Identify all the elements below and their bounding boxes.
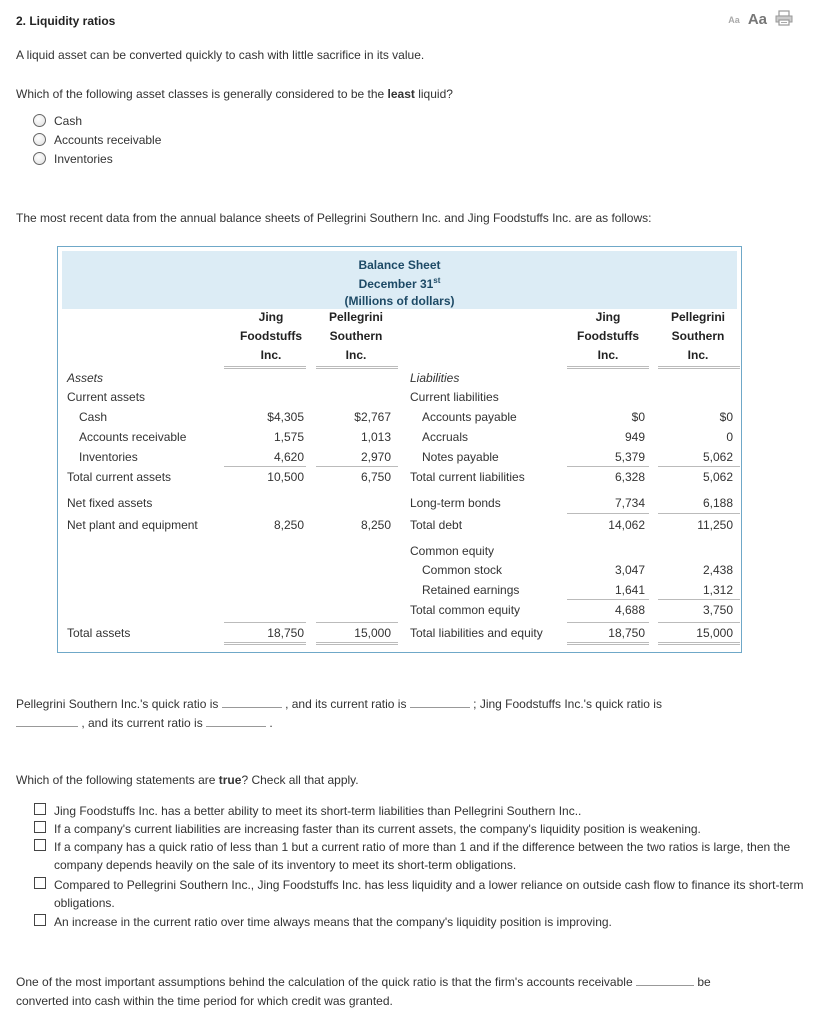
- checkbox-option-3[interactable]: If a company has a quick ratio of less than 1 but a current ratio of more than 1 and if the difference between the two ratios is large, then the company depends heavily on the sale of its inventory to meet its short-term obligations.: [34, 838, 804, 874]
- increase-font-button[interactable]: Aa: [747, 11, 767, 28]
- col-header-pell-right: Pellegrini Southern Inc.: [670, 310, 726, 362]
- balance-sheet: [57, 246, 742, 653]
- checkbox[interactable]: [34, 803, 46, 815]
- asset-jing-value: 4,620: [273, 450, 304, 464]
- asset-label: Accounts receivable: [79, 430, 187, 444]
- liability-jing-value: 18,750: [608, 626, 645, 640]
- col-header-jing-left: Jing Foodstuffs Inc.: [240, 310, 302, 362]
- asset-label: Net plant and equipment: [67, 518, 198, 532]
- asset-pell-value: 6,750: [360, 470, 391, 484]
- liability-pell-value: 2,438: [702, 563, 733, 577]
- question-3: One of the most important assumptions behind the calculation of the quick ratio is that the firm's accounts receivable be converted into cash within the time period for which credit was granted.: [16, 975, 711, 1008]
- liability-pell-value: 3,750: [702, 603, 733, 617]
- balance-sheet-date: December 31st: [358, 276, 441, 291]
- liability-label: Common stock: [422, 563, 503, 577]
- liability-label: Notes payable: [422, 450, 499, 464]
- liability-label: Common equity: [410, 544, 495, 558]
- asset-label: Total current assets: [67, 470, 172, 484]
- intro-text: A liquid asset can be converted quickly to cash with little sacrifice in its value.: [16, 48, 425, 62]
- checkbox[interactable]: [34, 839, 46, 851]
- asset-pell-value: 2,970: [360, 450, 391, 464]
- print-icon[interactable]: [775, 10, 793, 29]
- current-liabilities-heading: Current liabilities: [410, 390, 499, 404]
- liability-jing-value: $0: [631, 410, 645, 424]
- checkbox[interactable]: [34, 914, 46, 926]
- col-header-pell-left: Pellegrini Southern Inc.: [328, 310, 384, 362]
- toolbar: [728, 10, 793, 29]
- liability-label: Total debt: [410, 518, 463, 532]
- asset-label: Net fixed assets: [67, 496, 153, 510]
- question-1: Which of the following asset classes is generally considered to be the least liquid?: [16, 87, 453, 101]
- asset-jing-value: $4,305: [267, 410, 304, 424]
- liabilities-heading: Liabilities: [410, 371, 460, 385]
- assets-heading: Assets: [67, 371, 104, 385]
- checkbox[interactable]: [34, 877, 46, 889]
- radio-button[interactable]: [33, 133, 46, 146]
- checkbox-option-2[interactable]: If a company's current liabilities are increasing faster than its current assets, the company's liquidity position is weakening.: [34, 820, 804, 838]
- radio-button[interactable]: [33, 152, 46, 165]
- liability-label: Accounts payable: [422, 410, 517, 424]
- checkbox-option-1[interactable]: Jing Foodstuffs Inc. has a better ability to meet its short-term liabilities than Pellegrini Southern Inc..: [34, 802, 804, 820]
- liability-label: Retained earnings: [422, 583, 520, 597]
- liability-jing-value: 949: [624, 430, 645, 444]
- liability-jing-value: 1,641: [614, 583, 645, 597]
- liability-pell-value: 5,062: [702, 450, 733, 464]
- radio-option-inventories[interactable]: Inventories: [33, 152, 113, 166]
- liability-label: Total current liabilities: [410, 470, 525, 484]
- liability-pell-value: $0: [719, 410, 733, 424]
- liability-pell-value: 0: [726, 430, 733, 444]
- asset-pell-value: 15,000: [354, 626, 391, 640]
- liability-label: Total liabilities and equity: [410, 626, 543, 640]
- asset-pell-value: 8,250: [360, 518, 391, 532]
- radio-option-accounts-receivable[interactable]: Accounts receivable: [33, 133, 161, 147]
- liability-pell-value: 15,000: [696, 626, 733, 640]
- balance-sheet-header: [62, 251, 737, 309]
- jing-current-ratio-input[interactable]: [206, 715, 266, 727]
- checkbox[interactable]: [34, 821, 46, 833]
- receivables-dropdown[interactable]: [636, 974, 694, 986]
- balance-sheet-title: Balance Sheet: [358, 258, 441, 272]
- question-2: Which of the following statements are true? Check all that apply.: [16, 773, 359, 787]
- asset-label: Total assets: [67, 626, 131, 640]
- asset-jing-value: 1,575: [273, 430, 304, 444]
- pell-quick-ratio-input[interactable]: [222, 696, 282, 708]
- col-header-jing-right: Jing Foodstuffs Inc.: [577, 310, 639, 362]
- radio-button[interactable]: [33, 114, 46, 127]
- checkbox-option-5[interactable]: An increase in the current ratio over time always means that the company's liquidity position is improving.: [34, 913, 804, 931]
- asset-pell-value: 1,013: [360, 430, 391, 444]
- checkbox-option-4[interactable]: Compared to Pellegrini Southern Inc., Jing Foodstuffs Inc. has less liquidity and a lower reliance on outside cash flow to finance its short-term obligations.: [34, 876, 804, 912]
- liability-jing-value: 4,688: [614, 603, 645, 617]
- radio-option-cash[interactable]: Cash: [33, 114, 82, 128]
- liability-pell-value: 1,312: [702, 583, 733, 597]
- asset-jing-value: 18,750: [267, 626, 304, 640]
- decrease-font-button[interactable]: Aa: [728, 14, 740, 25]
- liability-pell-value: 6,188: [702, 496, 733, 510]
- asset-label: Inventories: [79, 450, 138, 464]
- liability-pell-value: 11,250: [697, 518, 733, 532]
- liability-label: Total common equity: [410, 603, 521, 617]
- asset-label: Cash: [79, 410, 108, 424]
- data-intro-text: The most recent data from the annual balance sheets of Pellegrini Southern Inc. and Jing Foodstuffs Inc. are as follows:: [16, 211, 652, 225]
- liability-label: Long-term bonds: [410, 496, 501, 510]
- current-assets-heading: Current assets: [67, 390, 146, 404]
- liability-jing-value: 14,062: [608, 518, 645, 532]
- liability-label: Accruals: [422, 430, 469, 444]
- asset-jing-value: 8,250: [273, 518, 304, 532]
- liability-jing-value: 6,328: [614, 470, 645, 484]
- pell-current-ratio-input[interactable]: [410, 696, 470, 708]
- page-title: 2. Liquidity ratios: [16, 14, 116, 28]
- liability-jing-value: 7,734: [614, 496, 645, 510]
- asset-pell-value: $2,767: [354, 410, 391, 424]
- liability-jing-value: 5,379: [614, 450, 645, 464]
- ratios-paragraph: Pellegrini Southern Inc.'s quick ratio is , and its current ratio is ; Jing Foodstuffs Inc.'s quick ratio is , and its current ratio is .: [16, 697, 662, 730]
- liability-pell-value: 5,062: [702, 470, 733, 484]
- jing-quick-ratio-input[interactable]: [16, 715, 78, 727]
- liability-jing-value: 3,047: [614, 563, 645, 577]
- asset-jing-value: 10,500: [267, 470, 304, 484]
- balance-sheet-units: (Millions of dollars): [344, 294, 455, 308]
